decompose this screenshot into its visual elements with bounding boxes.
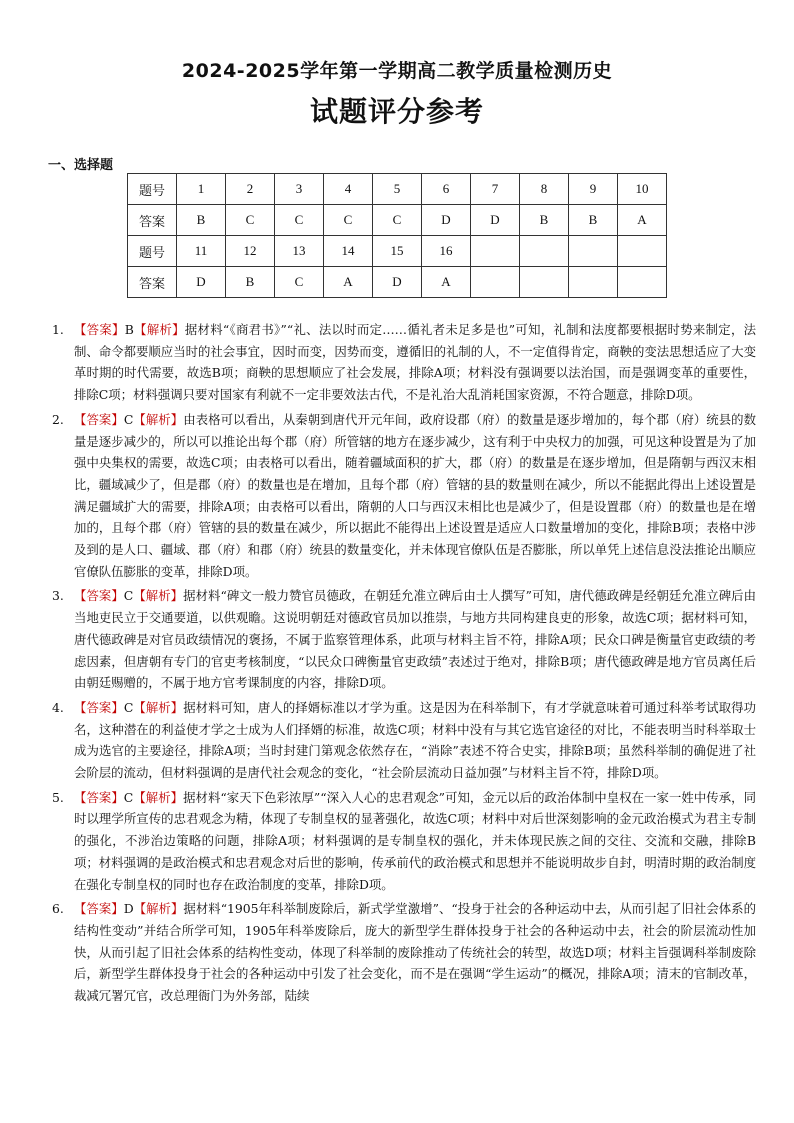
table-cell: 9 bbox=[569, 174, 618, 205]
item-text: 据材料“家天下色彩浓厚”“深入人心的忠君观念”可知，金元以后的政治体制中皇权在一家一姓中传承，同时以理学所宣传的忠君观念为精，体现了专制皇权的显著强化，故选C项；材料中对后世深刻影响的金元政治模式为君主专制的强化，不涉治边策略的问题，排除A项；材料强调的是专制皇权的强化，并未体现民族之间的交往、交流和交融，排除B项；材料强调的是政治模式和忠君观念对后世的影响，传承前代的政治模式和思想并不能说明故步自封，明清时期的政治制度在强化专制皇权的同时也存在政治制度的变革，排除D项。 bbox=[74, 789, 757, 892]
table-cell: 1 bbox=[177, 174, 226, 205]
table-cell bbox=[618, 236, 667, 267]
table-cell: 题号 bbox=[128, 174, 177, 205]
table-cell: 4 bbox=[324, 174, 373, 205]
analysis-tag: 【解析】 bbox=[133, 322, 185, 337]
table-cell: D bbox=[471, 205, 520, 236]
table-cell: C bbox=[226, 205, 275, 236]
table-cell: 14 bbox=[324, 236, 373, 267]
analysis-list bbox=[52, 319, 756, 1010]
table-cell: 7 bbox=[471, 174, 520, 205]
item-answer: C bbox=[123, 699, 134, 715]
table-cell: 答案 bbox=[128, 267, 177, 298]
answer-tag: 【答案】 bbox=[74, 789, 124, 805]
table-cell bbox=[520, 267, 569, 298]
answer-tag: 【答案】 bbox=[74, 588, 124, 604]
item-text: 据材料可知，唐人的择婿标准以才学为重。这是因为在科举制下，有才学就意味着可通过科举考试取得功名，这种潜在的利益使才学之士成为人们择婿的标准，故选C项；材料中没有与其它选官途径的对比，不能表明当时科举取士成为选官的主要途径，排除A项；当时封建门第观念依然存在，“消除”表述不符合史实，排除B项；虽然科举制的确促进了社会阶层的流动，但材料强调的是唐代社会观念的变化，“社会阶层流动日益加强”与材料主旨不符，排除D项。 bbox=[74, 699, 757, 781]
table-cell: 12 bbox=[226, 236, 275, 267]
analysis-tag: 【解析】 bbox=[133, 699, 184, 715]
analysis-tag: 【解析】 bbox=[133, 789, 184, 805]
table-cell: 15 bbox=[373, 236, 422, 267]
analysis-item bbox=[52, 898, 756, 1007]
item-text: 据材料“碑文一般力赞官员德政，在朝廷允准立碑后由士人撰写”可知，唐代德政碑是经朝廷允准立碑后由当地吏民立于交通要道，以供观瞻。这说明朝廷对德政官员加以推崇，与地方共同构建良吏的形象，故选C项；据材料可知，唐代德政碑是对官员政绩情况的褒扬，不属于监察管理体系，此项与材料主旨不符，排除A项；民众口碑是衡量官吏政绩的考虑因素，但唐朝有专门的官吏考核制度，“以民众口碑衡量官吏政绩”表述过于绝对，排除B项；唐代德政碑是地方官员离任后由朝廷赐赠的，不属于地方官考课制度的内容，排除D项。 bbox=[74, 588, 757, 691]
table-cell: 11 bbox=[177, 236, 226, 267]
table-cell bbox=[471, 267, 520, 298]
table-cell: 答案 bbox=[128, 205, 177, 236]
table-cell: 8 bbox=[520, 174, 569, 205]
document-title: 2024-2025学年第一学期高二教学质量检测历史 bbox=[181, 60, 613, 82]
section-title: 一、选择题 bbox=[48, 158, 114, 173]
table-cell bbox=[569, 236, 618, 267]
table-row bbox=[128, 174, 667, 205]
table-cell: D bbox=[373, 267, 422, 298]
table-row bbox=[128, 267, 667, 298]
item-answer: C bbox=[123, 789, 134, 805]
table-cell: C bbox=[275, 267, 324, 298]
table-cell: 6 bbox=[422, 174, 471, 205]
analysis-item bbox=[52, 409, 756, 583]
analysis-tag: 【解析】 bbox=[133, 901, 184, 917]
item-text: 据材料“《商君书》”“礼、法以时而定……循礼者未足多是也”可知，礼制和法度都要根据时势来制定，法制、命令都要顺应当时的社会事宜，因时而变，因势而变，遵循旧的礼制的人，不一定值得肯定，商鞅的变法思想适应了大变革时期的时代需要，故选B项；商鞅的思想顺应了社会发展，排除A项；材料没有强调要以法治国，而是强调变革的重要性，排除C项；材料强调只要对国家有利就不一定非要效法古代，不是礼治大乱消耗国家资源，不符合题意，排除D项。 bbox=[74, 322, 757, 403]
table-cell: 3 bbox=[275, 174, 324, 205]
answer-table bbox=[127, 173, 667, 298]
answer-tag: 【答案】 bbox=[74, 901, 124, 917]
analysis-tag: 【解析】 bbox=[133, 588, 184, 604]
table-cell: C bbox=[324, 205, 373, 236]
analysis-item bbox=[52, 697, 756, 784]
answer-tag: 【答案】 bbox=[74, 322, 125, 337]
item-answer: C bbox=[123, 411, 134, 427]
item-answer: C bbox=[123, 588, 134, 604]
table-cell: A bbox=[422, 267, 471, 298]
table-cell: C bbox=[275, 205, 324, 236]
analysis-item bbox=[52, 585, 756, 694]
answer-tag: 【答案】 bbox=[74, 411, 124, 427]
item-number: 5. bbox=[52, 789, 64, 805]
table-cell bbox=[520, 236, 569, 267]
table-cell: B bbox=[226, 267, 275, 298]
table-cell: C bbox=[373, 205, 422, 236]
table-cell: 10 bbox=[618, 174, 667, 205]
table-cell: 2 bbox=[226, 174, 275, 205]
item-answer: B bbox=[124, 322, 134, 337]
table-cell: B bbox=[177, 205, 226, 236]
table-cell: D bbox=[422, 205, 471, 236]
table-cell bbox=[471, 236, 520, 267]
item-number: 3. bbox=[52, 588, 64, 604]
item-text: 据材料“1905年科举制废除后，新式学堂激增”、“投身于社会的各种运动中去，从而引起了旧社会体系的结构性变动”并结合所学可知，1905年科举废除后，庞大的新型学生群体投身于社会的各种运动中去，社会的阶层流动性加快，从而引起了旧社会体系的结构性变动，体现了科举制的废除推动了传统社会的转型，故选D项；材料主旨强调科举制废除后，新型学生群体投身于社会的各种运动中引发了社会变化，而不是在强调“学生运动”的概况，排除A项；清末的官制改革，裁减冗署冗官，改总理衙门为外务部，陆续 bbox=[74, 901, 756, 1004]
table-cell bbox=[618, 267, 667, 298]
table-row bbox=[128, 236, 667, 267]
item-text: 由表格可以看出，从秦朝到唐代开元年间，政府设郡（府）的数量是逐步增加的，每个郡（府）统县的数量是逐步减少的，所以可以推论出每个郡（府）所管辖的地方在逐步减少，这有利于中央权力的加强，可见这种设置是为了加强中央集权的需要，故选C项；由表格可以看出，随着疆域面积的扩大，郡（府）的数量是在逐步增加，但是隋朝与西汉末相比，疆域减少了，但是郡（府）的数量也是在增加，且每个郡（府）管辖的县的数量则在减少，所以不能据此得出上述设置是满足疆域扩大的需要，排除A项；由表格可以看出，隋朝的人口与西汉末相比也是减少了，但是设置郡（府）的数量也是在增加的，且每个郡（府）管辖的县的数量在减少，所以据此不能得出上述设置是适应人口数量增加的变化，排除B项；表格中涉及到的是人口、疆域、郡（府）和郡（府）统县的数量变化，并未体现官僚队伍是否膨胀，所以单凭上述信息没法推论出顺应官僚队伍膨胀的变革，排除D项。 bbox=[74, 411, 757, 579]
item-number: 2. bbox=[52, 411, 64, 427]
item-number: 4. bbox=[52, 699, 64, 715]
item-answer: D bbox=[123, 901, 134, 917]
table-cell: B bbox=[569, 205, 618, 236]
analysis-item bbox=[52, 787, 756, 896]
table-cell: 13 bbox=[275, 236, 324, 267]
table-cell: 题号 bbox=[128, 236, 177, 267]
table-cell: D bbox=[177, 267, 226, 298]
item-number: 6. bbox=[52, 901, 64, 917]
table-cell: 16 bbox=[422, 236, 471, 267]
table-cell: A bbox=[324, 267, 373, 298]
table-cell: A bbox=[618, 205, 667, 236]
table-cell bbox=[569, 267, 618, 298]
table-cell: B bbox=[520, 205, 569, 236]
document-subtitle: 试题评分参考 bbox=[309, 95, 484, 128]
table-cell: 5 bbox=[373, 174, 422, 205]
analysis-tag: 【解析】 bbox=[133, 411, 184, 427]
analysis-item bbox=[52, 319, 756, 406]
item-number: 1. bbox=[52, 322, 64, 337]
table-row bbox=[128, 205, 667, 236]
answer-tag: 【答案】 bbox=[74, 699, 124, 715]
